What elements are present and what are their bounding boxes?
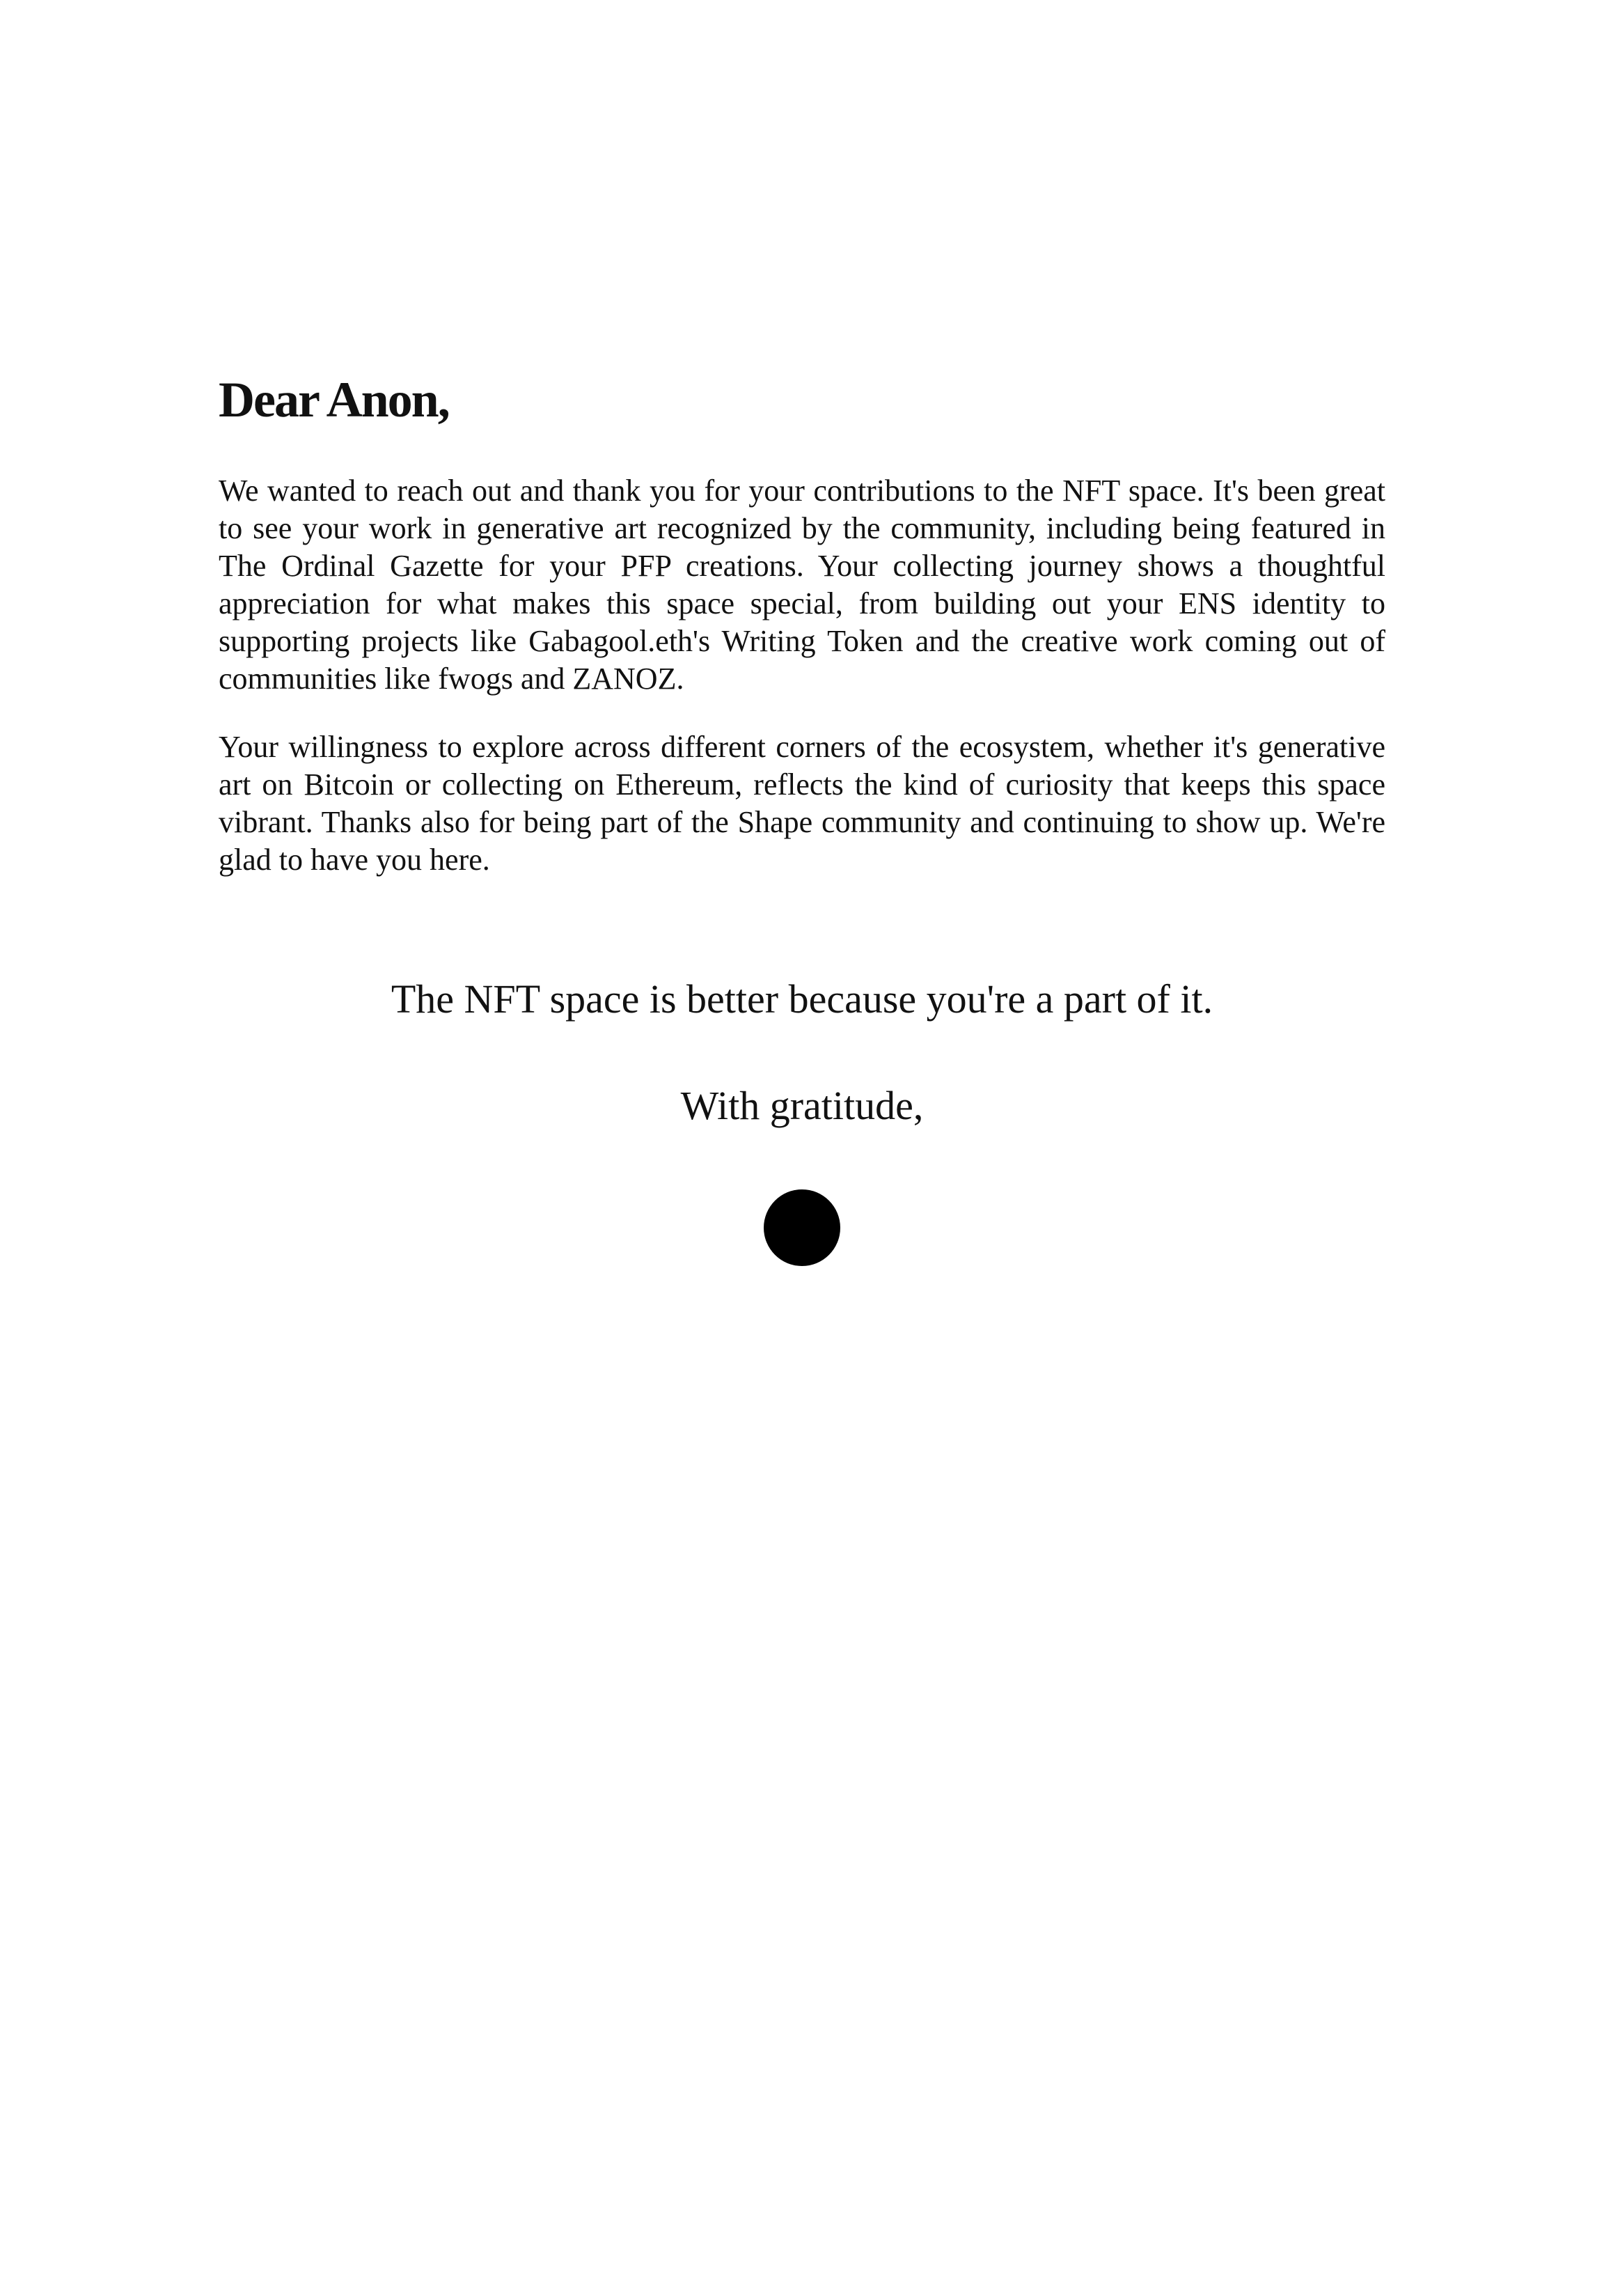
letter-paragraph-1: We wanted to reach out and thank you for your contributions to the NFT space. It's been great to see your work in generative art recognized by the community, including being featured in The Ordinal Gazette for your PFP creations. Your collecting journey shows a thoughtful appreciation for what makes this space special, from building out your ENS identity to supporting projects like Gabagool.eth's Writing Token and the creative work coming out of communities like fwogs and ZANOZ. bbox=[219, 474, 1385, 696]
letter-paragraph-2: Your willingness to explore across different corners of the ecosystem, whether it's generative art on Bitcoin or collecting on Ethereum, reflects the kind of curiosity that keeps this space vibrant. Thanks also for being part of the Shape community and continuing to show up. We're glad to have you here. bbox=[219, 730, 1385, 877]
letter-signoff: With gratitude, bbox=[680, 1083, 924, 1128]
letter-tagline: The NFT space is better because you're a part of it. bbox=[391, 976, 1213, 1022]
black-circle-icon bbox=[764, 1189, 840, 1266]
letter-body bbox=[219, 369, 1385, 879]
letter-greeting: Dear Anon, bbox=[219, 372, 449, 428]
